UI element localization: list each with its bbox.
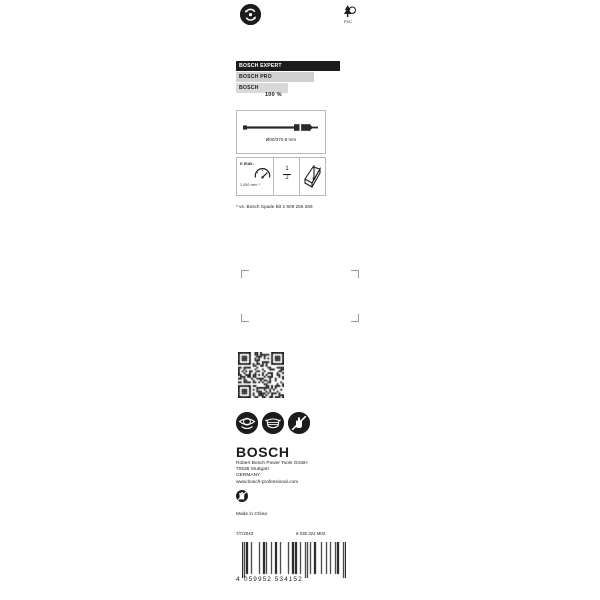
tier-expert	[236, 61, 340, 71]
barcode-lead-digit: 4	[236, 576, 241, 583]
spec-fraction-group	[283, 166, 291, 182]
eye-protection-icon	[236, 412, 258, 434]
tier-expert-label: BOSCH EXPERT	[239, 63, 282, 69]
code-right: 6 035 322 M02	[296, 531, 326, 536]
address-line-2: 70538 Stuttgart	[236, 467, 269, 473]
product-illustration-box	[236, 110, 326, 154]
spec-fraction	[273, 157, 300, 196]
spec-max-speed-title: n max.	[240, 161, 254, 166]
fsc-icon	[337, 4, 359, 26]
crop-mark-bottom-right	[351, 314, 359, 322]
spec-max-speed-value: 1 000 min⁻¹	[240, 183, 260, 187]
crossed-out-wheelie-bin-icon	[236, 489, 248, 501]
ean13-barcode	[236, 542, 346, 586]
spec-wood-application	[299, 157, 326, 196]
fsc-label: FSC	[343, 19, 353, 24]
tier-bosch	[236, 83, 340, 93]
dust-mask-icon	[262, 412, 284, 434]
spec-max-speed	[236, 157, 274, 196]
tier-percent-label: 100 %	[265, 92, 282, 98]
tier-pro	[236, 72, 340, 82]
no-hand-icon	[288, 412, 310, 434]
code-left: 7/7/2043	[236, 531, 254, 536]
tier-bosch-label: BOSCH	[239, 85, 259, 91]
address-line-1: Robert Bosch Power Tools GmbH	[236, 461, 308, 466]
bosch-logo: BOSCH	[236, 444, 290, 460]
spec-fraction-denominator: 2	[285, 174, 289, 181]
address-line-4: www.bosch-professional.com	[236, 479, 299, 485]
spade-drill-bit-icon	[243, 122, 319, 133]
footnote-text: * vs. Bosch Spade Bit 2 609 255 269	[236, 204, 313, 209]
crop-mark-top-right	[351, 270, 359, 278]
recycling-loop-icon	[240, 4, 261, 25]
spec-fraction-numerator: 1	[285, 166, 289, 172]
top-pictogram-row	[236, 2, 366, 28]
brand-tier-chart	[236, 61, 340, 94]
wood-plank-icon	[303, 163, 322, 189]
barcode-main-digits: 059952 534152	[244, 576, 303, 583]
company-address	[236, 461, 308, 486]
crop-mark-bottom-left	[241, 314, 249, 322]
address-line-3: GERMANY	[236, 473, 261, 479]
speed-gauge-icon	[254, 165, 271, 182]
made-in-label: Made in China	[236, 512, 267, 517]
tier-pro-label: BOSCH PRO	[239, 74, 272, 80]
product-dimension-label: Ø00/370.8 mm	[265, 137, 297, 142]
crop-mark-top-left	[241, 270, 249, 278]
qr-code	[238, 352, 284, 398]
